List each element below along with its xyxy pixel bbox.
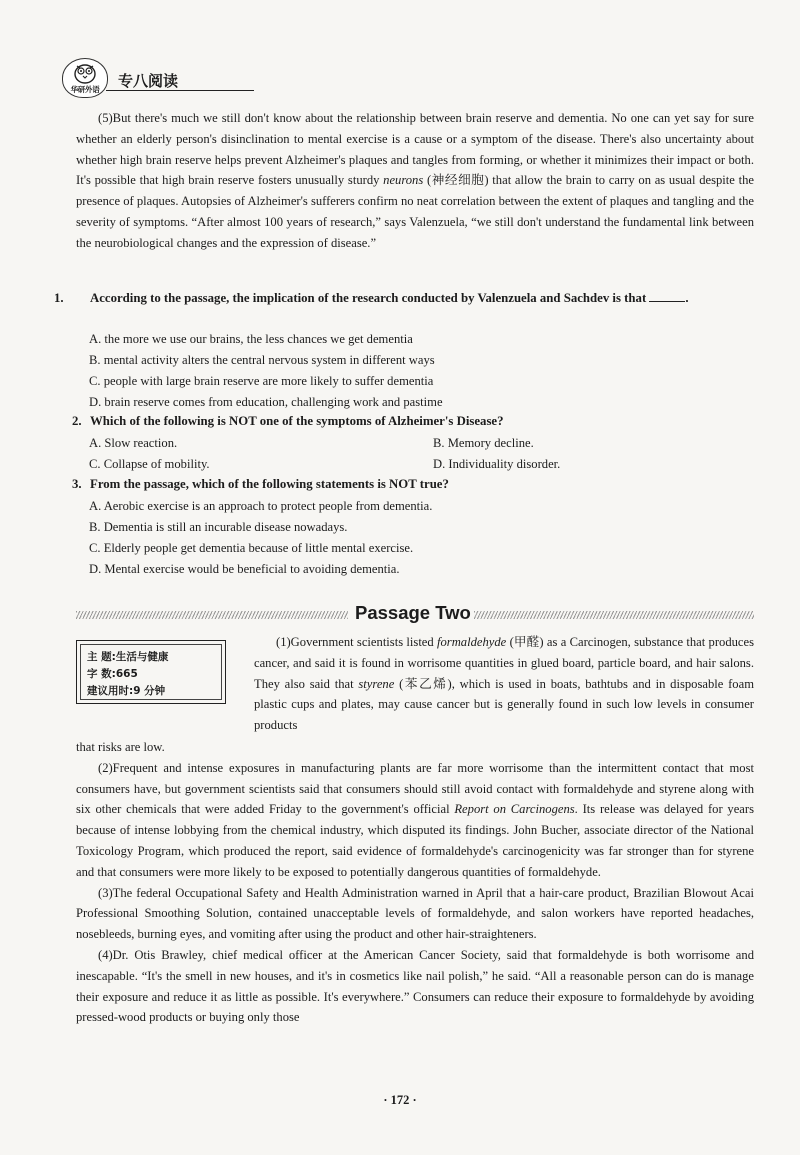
q1-option-b[interactable]: B. mental activity alters the central nervous system in different ways: [89, 353, 435, 367]
p2-paragraph-3: (3)The federal Occupational Safety and Health Administration warned in April that a hair-care product, Brazilian Blowout Acai Professional Smoothing Solution, contained unacceptable levels of formaldehyde, and salon workers have reported headaches, nosebleeds, burning eyes, and vomiting after using the product and other hair-straighteners.: [76, 885, 754, 942]
info-topic: 主 题:生活与健康: [87, 651, 169, 663]
logo-text: 华研外语: [70, 85, 100, 94]
p2-text-1: (2)Frequent and intense exposures in manufacturing plants are far more worrisome than the intermittent contact that most consumers have, but government scientists said that consumers should still avoid contact with formaldehyde and styrene along with six other chemicals that were added Friday to the government's official: [76, 760, 754, 817]
q2-option-d[interactable]: D. Individuality disorder.: [433, 457, 561, 471]
info-suggested-time: 建议用时:9 分钟: [87, 685, 166, 697]
passage-two-title: Passage Two: [355, 602, 471, 623]
p1-term-styrene: styrene: [358, 676, 395, 691]
section-title: 专八阅读: [118, 72, 179, 90]
blank-end: .: [685, 291, 689, 305]
q3-option-a[interactable]: A. Aerobic exercise is an approach to protect people from dementia.: [89, 499, 433, 513]
p5-italic-term: neurons: [383, 173, 424, 188]
passage-two-heading-bar: [76, 604, 754, 626]
question-1-stem: [54, 288, 772, 309]
q1-option-d[interactable]: D. brain reserve comes from education, challenging work and pastime: [89, 395, 443, 409]
question-text: From the passage, which of the following statements is NOT true?: [90, 477, 449, 491]
q2-option-c[interactable]: C. Collapse of mobility.: [89, 457, 210, 471]
passage-info-box: [76, 640, 226, 704]
owl-logo-icon: [72, 62, 98, 84]
q2-option-b[interactable]: B. Memory decline.: [433, 436, 534, 450]
info-word-count: 字 数:665: [87, 668, 138, 680]
q3-option-c[interactable]: C. Elderly people get dementia because of little mental exercise.: [89, 541, 414, 555]
q1-option-c[interactable]: C. people with large brain reserve are more likely to suffer dementia: [89, 374, 434, 388]
p1-text-1: (1)Government scientists listed: [276, 635, 438, 649]
paragraph-5: [76, 108, 754, 254]
p1-text-2: (甲醛) as a Carcinogen, substance that produces cancer, and said it is found in worrisome quantities in glued board, particle board, and hair salons. They also said that: [254, 635, 755, 691]
info-box-inner: [80, 644, 222, 700]
question-text: According to the passage, the implication of the research conducted by Valenzuela and Sachdev is that: [90, 291, 647, 305]
p2-paragraph-4: (4)Dr. Otis Brawley, chief medical officer at the American Cancer Society, said that formaldehyde is both worrisome and inescapable. “It's the smell in new houses, and it's in cosmetics like nail polish,” he said. “All a reasonable person can do is manage their exposure and reduce it as little as possible. It's everywhere.” Consumers can reduce their exposure to formaldehyde by avoiding pressed-wood products or buying only those: [76, 947, 754, 1025]
publisher-logo: [62, 58, 108, 98]
page-number: · 172 ·: [383, 1093, 417, 1107]
p2-report-title: Report on Carcinogens: [454, 802, 575, 817]
p1-text-3: (苯乙烯), which is used in boats, bathtubs and in disposable foam plastic cups and plates, may cause cancer but is generally found in such low levels in consumer products: [254, 676, 754, 733]
question-number: 1.: [54, 291, 64, 305]
question-3-stem: [72, 474, 754, 495]
question-number: 3.: [72, 477, 82, 491]
p2-text-2: . Its release was delayed for years because of intense lobbying from the chemical industry, which disputed its findings. John Bucher, associate director of the National Toxicology Program, which produced the report, said evidence of formaldehyde's carcinogenicity was far stronger than for styrene and that consumers were more likely to be exposed to potentially dangerous quantities of formaldehyde.: [76, 802, 754, 879]
p5-text-1: (5)But there's much we still don't know about the relationship between brain reserve and dementia. No one can yet say for sure whether an elderly person's disinclination to mental exercise is a cause or a symptom of the disease. There's also uncertainty about whether high brain reserve helps prevent Alzheimer's plaques and tangles from forming, or whether it minimizes their impact or both. It's possible that high brain reserve fosters unusually sturdy: [76, 111, 754, 188]
p1-term-formaldehyde: formaldehyde: [437, 635, 507, 649]
question-number: 2.: [72, 414, 82, 428]
q1-option-a[interactable]: A. the more we use our brains, the less chances we get dementia: [89, 332, 413, 346]
header-underline: [106, 90, 254, 91]
p1-continuation: that risks are low.: [76, 740, 165, 754]
q2-option-a[interactable]: A. Slow reaction.: [89, 436, 178, 450]
q3-option-d[interactable]: D. Mental exercise would be beneficial to avoiding dementia.: [89, 562, 400, 576]
right-hatch-rule: [474, 611, 754, 619]
question-text: Which of the following is NOT one of the symptoms of Alzheimer's Disease?: [90, 414, 504, 428]
p5-text-2: (神经细胞) that allow the brain to carry on as usual despite the presence of plaques. Autopsies of Alzheimer's sufferers confirm no neat correlation between the extent of plaques and tangling and the severity of symptoms. “After almost 100 years of research,” says Valenzuela, “we still don't understand the fundamental link between the neurobiological changes and the expression of disease.”: [76, 173, 754, 250]
answer-blank: [649, 291, 685, 302]
q3-option-b[interactable]: B. Dementia is still an incurable disease nowadays.: [89, 520, 348, 534]
left-hatch-rule: [76, 611, 348, 619]
p2-paragraph-1: [254, 632, 754, 736]
p2-paragraph-2: [76, 758, 754, 883]
p2-continued-text: [76, 737, 754, 1028]
question-2-stem: [72, 411, 754, 432]
